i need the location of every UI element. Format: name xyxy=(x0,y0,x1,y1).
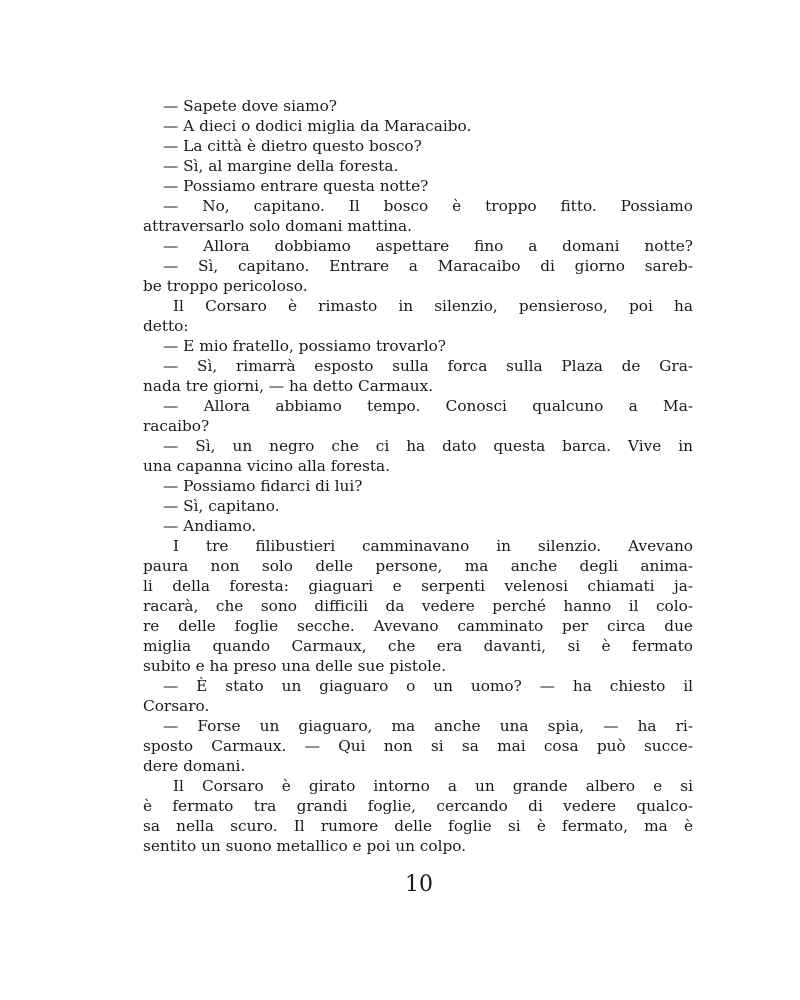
text-line: li della foresta: giaguari e serpenti velenosi chiamati ja- xyxy=(143,577,693,595)
text-line: Il Corsaro è girato intorno a un grande albero e si xyxy=(173,777,693,795)
text-line: — Sì, al margine della foresta. xyxy=(163,157,399,175)
text-line: sentito un suono metallico e poi un colpo. xyxy=(143,837,467,855)
text-line: racaibo? xyxy=(143,417,210,435)
text-line: sa nella scuro. Il rumore delle foglie si è fermato, ma è xyxy=(143,817,693,835)
text-line: è fermato tra grandi foglie, cercando di vedere qualco- xyxy=(143,797,693,815)
text-line: detto: xyxy=(143,317,189,335)
text-line: subito e ha preso una delle sue pistole. xyxy=(143,657,446,675)
text-line: — Sì, rimarrà esposto sulla forca sulla Plaza de Gra- xyxy=(163,357,693,375)
text-line: I tre filibustieri camminavano in silenzio. Avevano xyxy=(173,537,693,555)
page-number: 10 xyxy=(405,872,433,897)
text-line: — No, capitano. Il bosco è troppo fitto. Possiamo xyxy=(163,197,693,215)
text-line: — Sì, un negro che ci ha dato questa barca. Vive in xyxy=(163,437,693,455)
text-line: be troppo pericoloso. xyxy=(143,277,308,295)
text-line: — Sì, capitano. Entrare a Maracaibo di giorno sareb- xyxy=(163,257,693,275)
text-line: — È stato un giaguaro o un uomo? — ha chiesto il xyxy=(163,677,693,695)
text-line: — La città è dietro questo bosco? xyxy=(163,137,422,155)
text-line: dere domani. xyxy=(143,757,246,775)
text-line: — Sì, capitano. xyxy=(163,497,280,515)
text-line: attraversarlo solo domani mattina. xyxy=(143,217,413,235)
text-line: una capanna vicino alla foresta. xyxy=(143,457,390,475)
text-line: — Sapete dove siamo? xyxy=(163,97,338,115)
text-line: sposto Carmaux. — Qui non si sa mai cosa può succe- xyxy=(143,737,693,755)
text-line: — Andiamo. xyxy=(163,517,257,535)
text-line: nada tre giorni, — ha detto Carmaux. xyxy=(143,377,434,395)
text-line: paura non solo delle persone, ma anche degli anima- xyxy=(143,557,693,575)
text-line: racarà, che sono difficili da vedere perché hanno il colo- xyxy=(143,597,693,615)
text-line: Il Corsaro è rimasto in silenzio, pensieroso, poi ha xyxy=(173,297,693,315)
text-line: — Allora abbiamo tempo. Conosci qualcuno a Ma- xyxy=(163,397,693,415)
body-text xyxy=(143,96,693,856)
text-line: — Allora dobbiamo aspettare fino a domani notte? xyxy=(163,237,693,255)
text-line: re delle foglie secche. Avevano camminato per circa due xyxy=(143,617,693,635)
text-line: — A dieci o dodici miglia da Maracaibo. xyxy=(163,117,472,135)
text-line: — Possiamo fidarci di lui? xyxy=(163,477,363,495)
text-line: miglia quando Carmaux, che era davanti, si è fermato xyxy=(143,637,693,655)
text-line: — E mio fratello, possiamo trovarlo? xyxy=(163,337,447,355)
text-line: — Possiamo entrare questa notte? xyxy=(163,177,429,195)
text-line: Corsaro. xyxy=(143,697,210,715)
text-line: — Forse un giaguaro, ma anche una spia, — ha ri- xyxy=(163,717,693,735)
